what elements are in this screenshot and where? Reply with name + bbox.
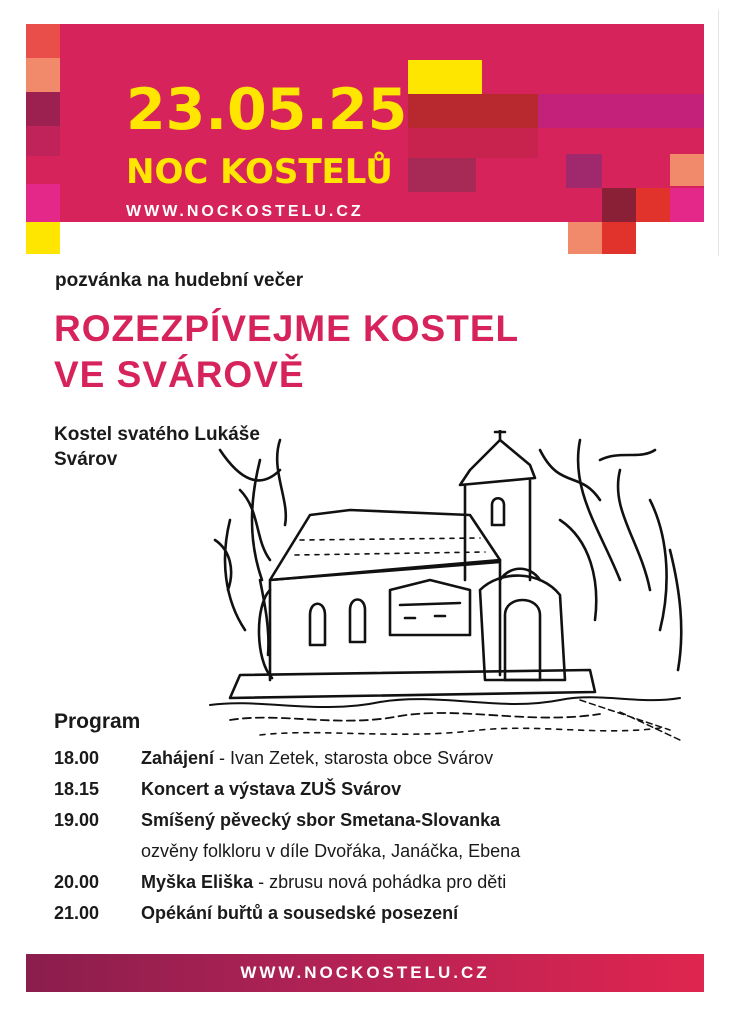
mosaic-tile xyxy=(26,184,60,222)
program-time: 20.00 xyxy=(54,872,100,892)
program-time: 18.15 xyxy=(54,779,100,799)
header-banner xyxy=(26,24,704,222)
program-item xyxy=(54,899,694,930)
mosaic-tile xyxy=(566,154,602,188)
mosaic-tile xyxy=(602,222,636,254)
program-title: Koncert a výstava ZUŠ Svárov xyxy=(141,779,402,799)
program-detail: - zbrusu nová pohádka pro děti xyxy=(253,872,507,892)
mosaic-tile xyxy=(408,94,538,128)
mosaic-tile xyxy=(538,94,704,128)
program-time: 18.00 xyxy=(54,748,100,768)
event-name: NOC KOSTELŮ xyxy=(126,152,393,192)
mosaic-tile xyxy=(408,128,538,158)
mosaic-tile xyxy=(602,188,636,222)
program-list xyxy=(54,744,694,930)
program-item xyxy=(54,744,694,775)
mosaic-tile xyxy=(636,188,670,222)
website-link[interactable]: WWW.NOCKOSTELU.CZ xyxy=(126,203,364,220)
mosaic-tile xyxy=(26,126,60,156)
footer-website-link[interactable]: WWW.NOCKOSTELU.CZ xyxy=(240,963,490,982)
program-title: Smíšený pěvecký sbor Smetana-Slovanka xyxy=(141,810,501,830)
program-item xyxy=(54,868,694,899)
mosaic-tile xyxy=(670,154,704,186)
program-detail: - Ivan Zetek, starosta obce Svárov xyxy=(214,748,494,768)
program-title: Zahájení xyxy=(141,748,215,768)
footer-bar xyxy=(26,954,704,992)
mosaic-tile xyxy=(26,222,60,254)
program-title: Opékání buřtů a sousedské posezení xyxy=(141,903,459,923)
mosaic-tile xyxy=(568,222,602,254)
program-item xyxy=(54,837,694,868)
program-heading: Program xyxy=(54,710,141,733)
mosaic-tile xyxy=(408,158,476,192)
mosaic-tile xyxy=(670,188,704,222)
church-sketch-illustration xyxy=(200,430,690,750)
mosaic-tile xyxy=(408,60,482,94)
program-detail: ozvěny folkloru v díle Dvořáka, Janáčka, Ebena xyxy=(141,841,521,861)
headline-line-2: VE SVÁROVĚ xyxy=(54,354,305,395)
mosaic-tile xyxy=(26,24,60,58)
church-name: Kostel svatého Lukáše xyxy=(54,424,260,445)
village-name: Svárov xyxy=(54,449,118,470)
program-time: 19.00 xyxy=(54,810,100,830)
program-item xyxy=(54,775,694,806)
event-date: 23.05.25 xyxy=(126,77,408,143)
program-item xyxy=(54,806,694,837)
page-edge-rule xyxy=(718,10,719,256)
program-title: Myška Eliška xyxy=(141,872,254,892)
invitation-subtitle: pozvánka na hudební večer xyxy=(55,270,304,291)
mosaic-tile xyxy=(26,58,60,92)
concert-headline xyxy=(54,306,519,398)
headline-line-1: ROZEZPÍVEJME KOSTEL xyxy=(54,308,520,349)
program-time: 21.00 xyxy=(54,903,100,923)
mosaic-tile xyxy=(26,92,60,126)
